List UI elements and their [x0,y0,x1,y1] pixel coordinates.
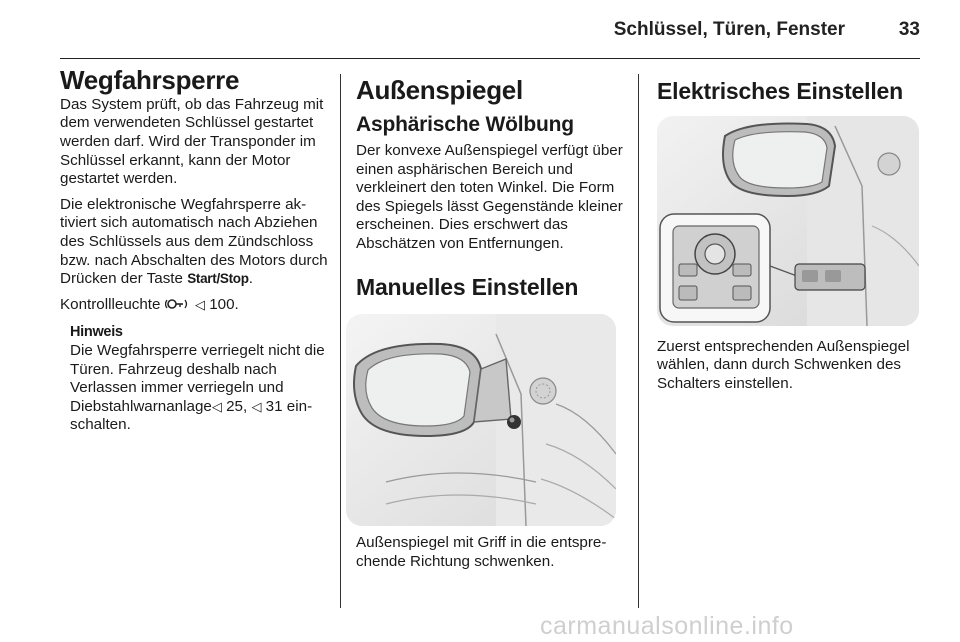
page-reference[interactable]: 100. [209,295,239,313]
caption: Zuerst entsprechenden Außenspiegel wählen, dann durch Schwenken des Schalters einstellen. [657,337,910,392]
subheading-manual-adjust: Manuelles Einstellen [356,273,579,300]
start-stop-button-label: Start/Stop [187,271,249,287]
punctuation: . [248,270,253,288]
header-title: Schlüssel, Türen, Fenster [613,19,845,40]
paragraph: Das System prüft, ob das Fahrzeug mit dem verwendeten Schlüssel gestartet werden darf. Wird der Transponder im Schlüssel erkannt, kann der Motor gestartet werden. [60,95,324,188]
page-reference[interactable]: 31 einschalten. [70,397,313,434]
electric-mirror-illustration [657,116,919,326]
section-heading-immobilizer: Wegfahrsperre [60,65,240,95]
watermark: carmanualsonline.info [540,612,794,640]
control-light-line [60,296,328,315]
column-electric-adjust [657,66,919,393]
subheading-aspheric: Asphärische Wölbung [356,112,574,136]
reference-arrow-icon: ◁ [251,398,262,414]
page-header [60,0,920,59]
paragraph: Der konvexe Außenspiegel verfügt über einen asphärischen Bereich und verkleinert den toten Winkel. Die Form des Spiegels lässt Gegenstände kleiner erscheinen. Dies erschwert das Abschätzen von Entfernungen. [356,142,623,253]
note-title: Hinweis [70,324,123,341]
paragraph [60,196,328,289]
manual-mirror-illustration [346,314,616,526]
caption: Außenspiegel mit Griff in die entsprechende Richtung schwenken. [356,534,607,570]
immobilizer-key-icon [165,297,191,311]
control-light-label: Kontrollleuchte [60,295,161,313]
column-divider [340,74,341,608]
reference-arrow-icon: ◁ [194,296,205,312]
page-number: 33 [898,19,920,40]
column-divider [638,74,639,608]
section-heading-mirrors: Außenspiegel [356,75,523,105]
note-box [70,323,328,435]
note-text [70,342,328,435]
reference-arrow-icon: ◁ [211,398,222,414]
page-reference[interactable]: 25, [226,397,248,415]
column-immobilizer [60,66,328,435]
paragraph-text: Die elektronische Wegfahrsperre aktiviert sich automatisch nach Abziehen des Schlüssels aus dem Zündschloss bzw. nach Abschalten des Motors durch Drücken der Taste [60,195,328,288]
note-body: Die Wegfahrsperre verriegelt nicht die Türen. Fahrzeug deshalb nach Verlassen immer verriegeln und Diebstahlwarnanlage [70,342,325,415]
column-mirrors [356,66,626,571]
subheading-electric-adjust: Elektrisches Einstellen [657,78,903,104]
